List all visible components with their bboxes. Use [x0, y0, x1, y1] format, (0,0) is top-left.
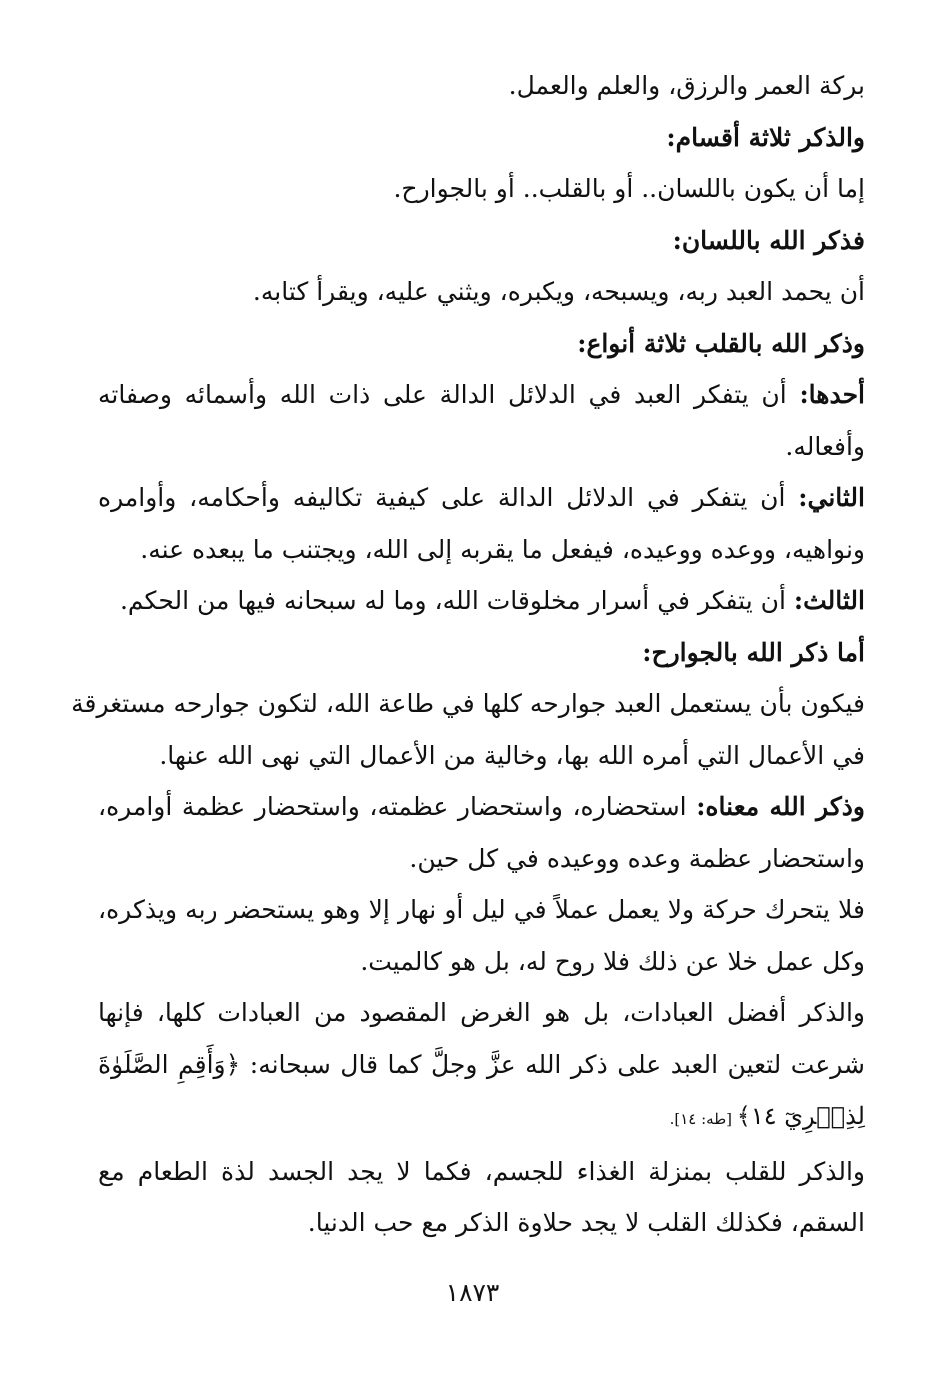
section-heading: وذكر الله بالقلب ثلاثة أنواع:: [577, 328, 865, 358]
text-line: أن يحمد العبد ربه، ويسبحه، ويكبره، ويثني عليه، ويقرأ كتابه.: [252, 277, 865, 306]
page-body: [71, 60, 865, 1249]
text-line: فلا يتحرك حركة ولا يعمل عملاً في ليل أو نهار إلا وهو يستحضر ربه ويذكره،: [98, 895, 865, 924]
text-line: واستحضار عظمة وعده ووعيده في كل حين.: [409, 843, 865, 873]
text-line: وأفعاله.: [785, 431, 865, 461]
text-line: فيكون بأن يستعمل العبد جوارحه كلها في طاعة الله، لتكون جوارحه مستغرقة: [71, 689, 865, 718]
text-line: السقم، فكذلك القلب لا يجد حلاوة الذكر مع حب الدنيا.: [307, 1208, 865, 1237]
text-line: إما أن يكون باللسان.. أو بالقلب.. أو بالجوارح.: [393, 174, 865, 203]
section-heading: أما ذكر الله بالجوارح:: [642, 637, 865, 667]
text-line: الثاني: أن يتفكر في الدلائل الدالة على كيفية تكاليفه وأحكامه، وأوامره: [98, 483, 865, 512]
text-line: بركة العمر والرزق، والعلم والعمل.: [508, 71, 865, 100]
verse-reference: [طه: ١٤].: [669, 1110, 737, 1128]
text-line: ونواهيه، ووعده ووعيده، فيفعل ما يقربه إلى الله، ويجتنب ما يبعده عنه.: [140, 534, 865, 564]
text-line: أحدها: أن يتفكر العبد في الدلائل الدالة على ذات الله وأسمائه وصفاته: [98, 380, 865, 409]
text-line: والذكر أفضل العبادات، بل هو الغرض المقصود من العبادات كلها، فإنها: [98, 998, 865, 1027]
section-heading: فذكر الله باللسان:: [672, 225, 865, 255]
text-line: وذكر الله معناه: استحضاره، واستحضار عظمته، واستحضار عظمة أوامره،: [98, 792, 865, 821]
text-line: في الأعمال التي أمره الله بها، وخالية من الأعمال التي نهى الله عنها.: [159, 740, 865, 770]
quran-verse-line: لِذِكۡرِيٓ ١٤﴾ [طه: ١٤].: [669, 1102, 865, 1130]
text-line: الثالث: أن يتفكر في أسرار مخلوقات الله، وما له سبحانه فيها من الحكم.: [119, 586, 865, 615]
text-line: والذكر للقلب بمنزلة الغذاء للجسم، فكما لا يجد الجسد لذة الطعام مع: [98, 1156, 865, 1186]
text-line: شرعت لتعين العبد على ذكر الله عزَّ وجلَّ كما قال سبحانه: ﴿وَأَقِمِ الصَّلَوٰةَ: [98, 1049, 865, 1079]
section-heading: والذكر ثلاثة أقسام:: [666, 122, 865, 152]
page-number: ١٨٧٣: [445, 1278, 500, 1307]
text-line: وكل عمل خلا عن ذلك فلا روح له، بل هو كالميت.: [360, 946, 865, 976]
